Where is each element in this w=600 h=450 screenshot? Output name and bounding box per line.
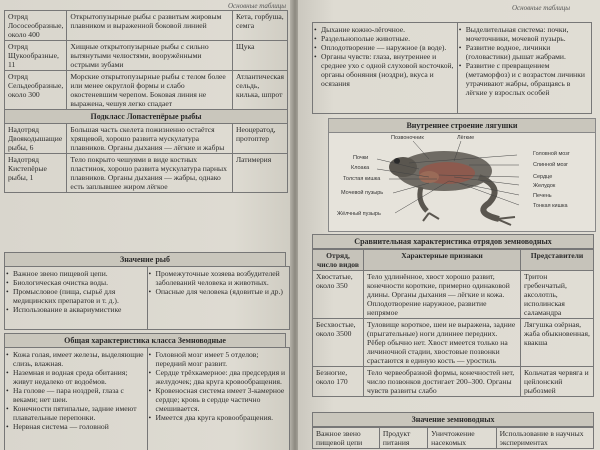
label-spine: Позвоночник [391, 135, 424, 141]
label-cloaca: Клоака [351, 165, 370, 171]
comparison-title: Сравнительная характеристика отрядов земноводных [312, 234, 594, 249]
features-left: • Дыхание кожно-лёгочное. • Раздельнополые животные. • Оплодотворение — наружное (в воде). • Органы чувств: глаза, внутреннее и среднее ухо с одной слуховой косточкой, органы обоняния (ноздри), вкуса и осязания [313, 23, 458, 113]
label-kidneys: Почки [353, 155, 369, 161]
amphibian-value-title: Значение земноводных [312, 412, 594, 427]
features-right: • Выделительная система: почки, мочеточники, мочевой пузырь. • Развитие водное, личинки (головастики) дышат жабрами. • Развитие с превращением (метаморфоз) и с возрастом личинки утрачивают жабры, обращаясь в лёгкие у взрослых особей [458, 23, 591, 113]
amphibian-value-section [312, 412, 594, 449]
fish-value-box [4, 266, 290, 330]
amphibian-left: • Кожа голая, имеет железы, выделяющие слизь, влажная. • Наземная и водная среда обитания; живут недалеко от водоёмов. • На голове — пара ноздрей, глаза с веками; нет шеи. • Конечности пятипалые, задние имеют плавательные перепонки. • Нервная система — головной [5, 348, 148, 450]
label-large-intestine: Толстая кишка [343, 176, 381, 182]
label-gallbladder: Жёлчный пузырь [337, 211, 381, 217]
table-row: Безногие, около 170 Тело червеобразной формы, конечностей нет, число позвонков достигает 200–300. Органы чувств развиты слабо Кольчатая червяга и цейлонский рыбозмей [313, 367, 594, 397]
amphibian-value-table [312, 427, 594, 449]
label-brain: Головной мозг [533, 151, 570, 157]
table-row: Надотряд Двоякодышащие рыбы, 6 Большая часть скелета пожизненно остаётся хрящевой, хорошо развита мускулатура плавников. Органы дыхания — лёгкие и жабры Неоцератод, протоптер [5, 124, 288, 154]
amphibian-features-box [312, 22, 592, 114]
label-lungs: Лёгкие [457, 135, 475, 141]
label-liver: Печень [533, 193, 552, 199]
label-stomach: Желудок [533, 183, 556, 189]
fish-value-left: • Важное звено пищевой цепи. • Биологическая очистка воды. • Промысловое (пища, сырьё для медицинских препаратов и т. д.). • Использование в аквариумистике [5, 267, 148, 329]
frog-anatomy-diagram [328, 118, 596, 232]
left-page [0, 0, 292, 450]
amphibian-right: • Головной мозг имеет 5 отделов; передний мозг развит. • Сердце трёхкамерное: два предсердия и желудочек; два круга кровообращения. • Кровеносная система имеет 3-камерное сердце; кровь в сердце частично смешивается. • Имеется два круга кровообращения. [148, 348, 290, 450]
amphibian-class-title: Общая характеристика класса Земноводные [4, 333, 286, 348]
label-spinal-cord: Спинной мозг [533, 162, 569, 168]
table-row: Бесхвостые, около 3500 Туловище короткое, шеи не выражена, задние (прыгательные) ноги длиннее передних. Рёбер обычно нет. Хвост имеется только на личиночной стадии, хвостовые позвонки срастаются в единую кость — уростиль Лягушка озёрная, жаба обыкновенная, квакша [313, 319, 594, 367]
comparison-table [312, 249, 594, 397]
right-page [298, 0, 600, 450]
orders-table [4, 10, 288, 193]
table-row: Надотряд Кистепёрые рыбы, 1 Тело покрыто чешуями в виде костных пластинок, хорошо развита мускулатура парных плавников. Органы дыхания — жабры, однако есть заплывшее жиром лёгкое Латимерия [5, 154, 288, 193]
table-header-row: Отряд, число видов Характерные признаки Представители [313, 250, 594, 271]
table-row: Отряд Щукообразные, 11 Хищные открытопузырные рыбы с сильно вытянутыми челюстями, вооружёнными острыми зубами Щука [5, 41, 288, 71]
fish-value-title: Значение рыб [4, 252, 286, 267]
label-bladder: Мочевой пузырь [341, 190, 384, 196]
fish-value-right: • Промежуточные хозяева возбудителей заболеваний человека и животных. • Опасные для человека (ядовитые и др.) [148, 267, 290, 329]
table-row [5, 110, 288, 124]
table-row: Хвостатые, около 350 Тело удлинённое, хвост хорошо развит, конечности короткие, примерно одинаковой длины. Органы дыхания — лёгкие и кожа. Оплодотворение наружное, развитие непрямое Тритон гребенчатый, аксолотль, исполинская саламандра [313, 271, 594, 319]
table-row: Важное звено пищевой цепи Продукт питания Уничтожение насекомых Использование в научных экспериментах [313, 428, 594, 449]
running-head: Основные таблицы [227, 2, 286, 10]
label-small-intestine: Тонкая кишка [533, 203, 568, 209]
label-heart: Сердце [533, 174, 553, 180]
comparison-section [312, 234, 594, 397]
amphibian-class-box [4, 347, 290, 450]
subclass-title: Подкласс Лопастепёрые рыбы [5, 110, 288, 124]
table-row: Отряд Сельдеобразные, около 300 Морские открытопузырные рыбы с телом более или менее округлой формы и слабо окостеневшим черепом. Боковая линия не выражена, чешуя легко спадает Атлантическая сельдь, килька, шпрот [5, 71, 288, 110]
running-head: Основные таблицы [511, 4, 570, 12]
table-row: Отряд Лососеобразные, около 400 Открытопузырные рыбы с развитым жировым плавником и выраженной боковой линией Кета, горбуша, семга [5, 11, 288, 41]
diagram-title: Внутреннее строение лягушки [329, 119, 595, 133]
